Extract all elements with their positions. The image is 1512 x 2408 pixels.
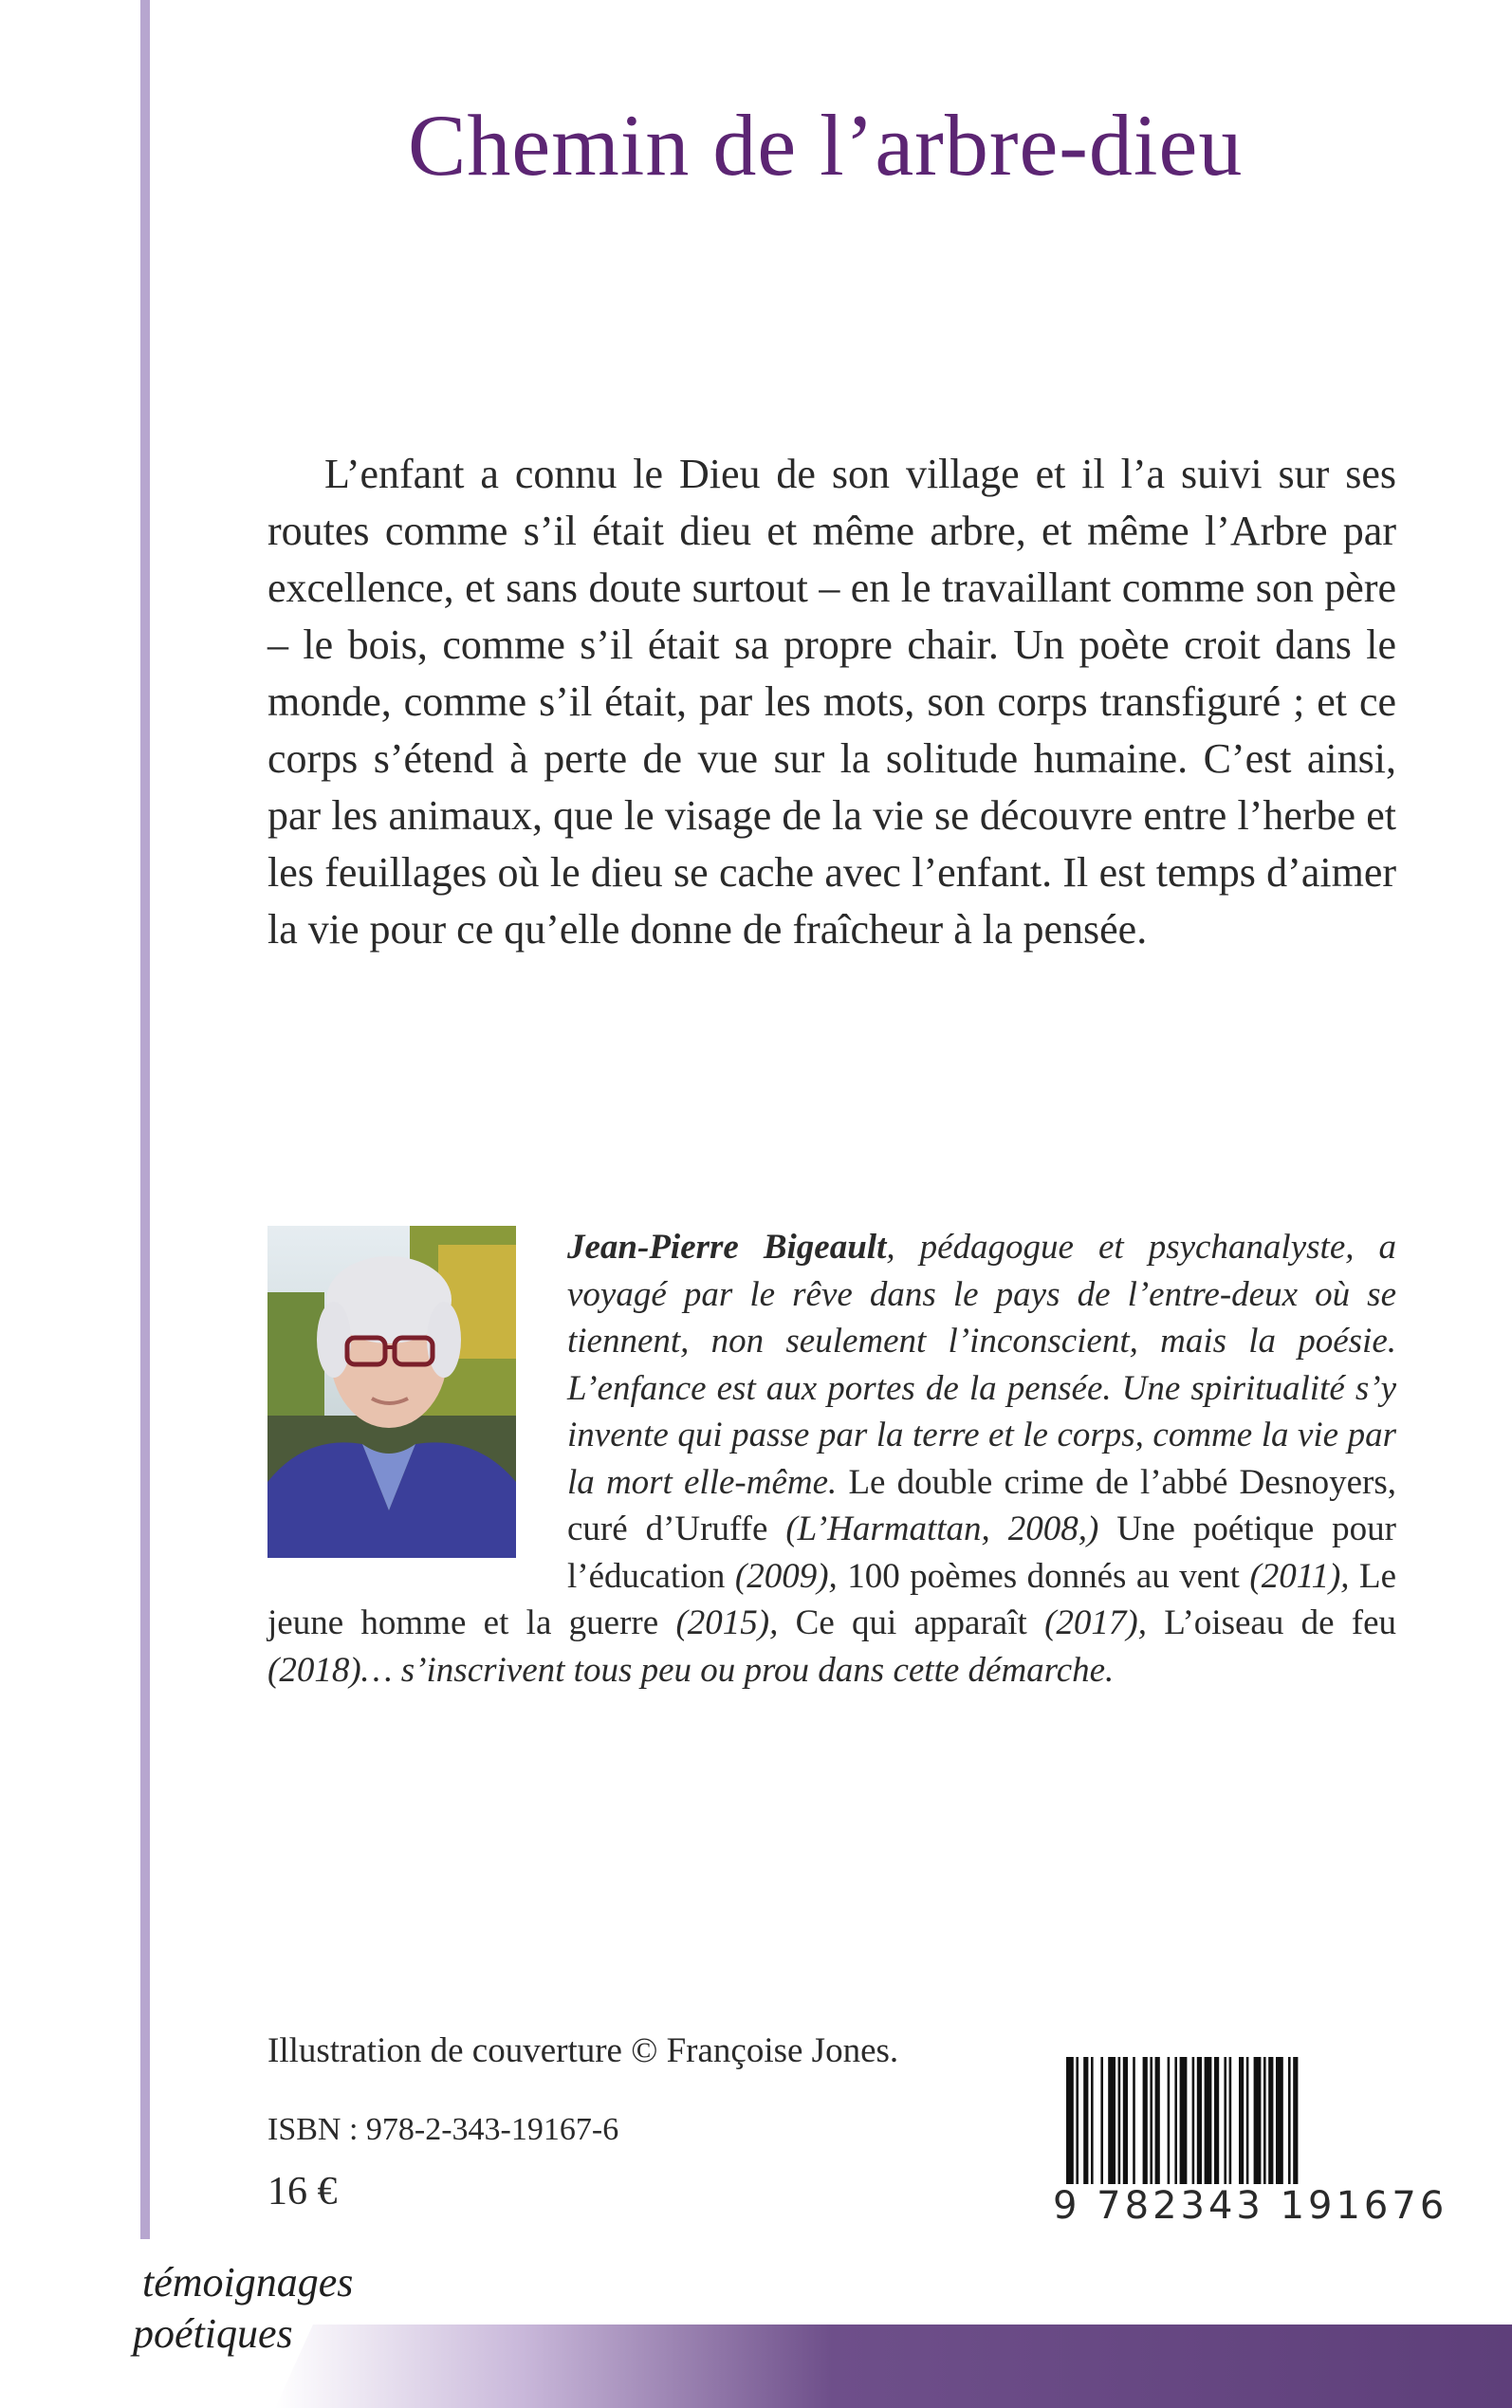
work-title: Une poétique pour l’éducation [567, 1510, 1397, 1596]
author-bio-outro: s’inscrivent tous peu ou prou dans cette démarche. [400, 1650, 1115, 1690]
barcode-bar [1288, 2057, 1291, 2199]
series-name-line1: témoignages [142, 2259, 354, 2306]
work-meta: (2018)… [267, 1650, 393, 1690]
barcode-bar [1254, 2057, 1262, 2199]
barcode-bar [1123, 2057, 1128, 2199]
barcode-bar [1224, 2057, 1226, 2199]
left-decorative-rule [140, 0, 150, 2239]
barcode-bar [1268, 2057, 1273, 2199]
barcode-bar [1229, 2057, 1232, 2199]
work-title: Ce qui apparaît [795, 1603, 1027, 1642]
work-meta: (2011), [1249, 1556, 1350, 1596]
author-bio [267, 1224, 1396, 1694]
barcode-number: 9 782343 191676 [1053, 2184, 1448, 2228]
isbn: ISBN : 978-2-343-19167-6 [267, 2112, 619, 2147]
author-bio-intro: , pédagogue et psychanalyste, a voyagé par le rêve dans le pays de l’entre-deux où se tiennent, non seulement l’inconscient, mais la poésie. L’enfance est aux portes de la pensée. Une spiritualité s’y invente qui passe par la terre et le corps, comme la vie par la mort elle-même. [567, 1228, 1396, 1502]
barcode-bar [1174, 2057, 1177, 2199]
barcode-bar [1180, 2057, 1188, 2199]
barcode-bar [1133, 2057, 1135, 2199]
barcode-bar [1214, 2057, 1219, 2199]
back-cover-blurb: L’enfant a connu le Dieu de son village et il l’a suivi sur ses routes comme s’il était dieu et même arbre, et même l’Arbre par excellence, et sans doute surtout – en le travaillant comme son père – le bois, comme s’il était sa propre chair. Un poète croit dans le monde, comme s’il était, par les mots, son corps transfiguré ; et ce corps s’étend à perte de vue sur la solitude humaine. C’est ainsi, par les animaux, que le visage de la vie se découvre entre l’herbe et les feuillages où le dieu se cache avec l’enfant. Il est temps d’aimer la vie pour ce qu’elle donne de fraîcheur à la pensée. [267, 451, 1396, 953]
work-meta: (2017), [1044, 1603, 1147, 1642]
barcode-bar [1076, 2057, 1079, 2199]
barcode-bar [1118, 2057, 1121, 2199]
barcode-bar [1246, 2057, 1249, 2199]
barcode-bar [1263, 2057, 1266, 2199]
book-title: Chemin de l’arbre-dieu [408, 97, 1244, 194]
barcode-bar [1150, 2057, 1152, 2199]
barcode-bar [1108, 2057, 1116, 2199]
work-meta: (L’Harmattan, 2008,) [785, 1510, 1099, 1548]
work-meta: (2015), [675, 1603, 779, 1642]
barcode-bar [1192, 2057, 1195, 2199]
barcode-bar [1066, 2057, 1074, 2199]
barcode-bar [1293, 2057, 1298, 2199]
price: 16 € [267, 2170, 338, 2214]
work-title: Le jeune homme et la guerre [267, 1556, 1396, 1642]
barcode-bar [1197, 2057, 1202, 2199]
work-meta: (2009), [734, 1556, 838, 1596]
barcode-bar [1239, 2057, 1244, 2199]
barcode-bar [1091, 2057, 1094, 2199]
author-photo [267, 1226, 516, 1558]
series-name-line2: poétiques [133, 2310, 293, 2357]
work-title: Le double crime de l’abbé Desnoyers, curé d’Uruffe [567, 1462, 1396, 1548]
barcode-bar [1276, 2057, 1283, 2199]
work-title: 100 poèmes donnés au vent [847, 1556, 1240, 1596]
work-title: L’oiseau de feu [1164, 1603, 1397, 1642]
barcode-bar [1143, 2057, 1148, 2199]
barcode-bar [1155, 2057, 1160, 2199]
barcode-bar [1100, 2057, 1103, 2199]
cover-illustration-credit: Illustration de couverture © Françoise Jones. [267, 2031, 899, 2070]
barcode-bar [1168, 2057, 1171, 2199]
barcode-bar [1205, 2057, 1212, 2199]
author-name: Jean-Pierre Bigeault [567, 1228, 887, 1267]
barcode-bar [1083, 2057, 1088, 2199]
